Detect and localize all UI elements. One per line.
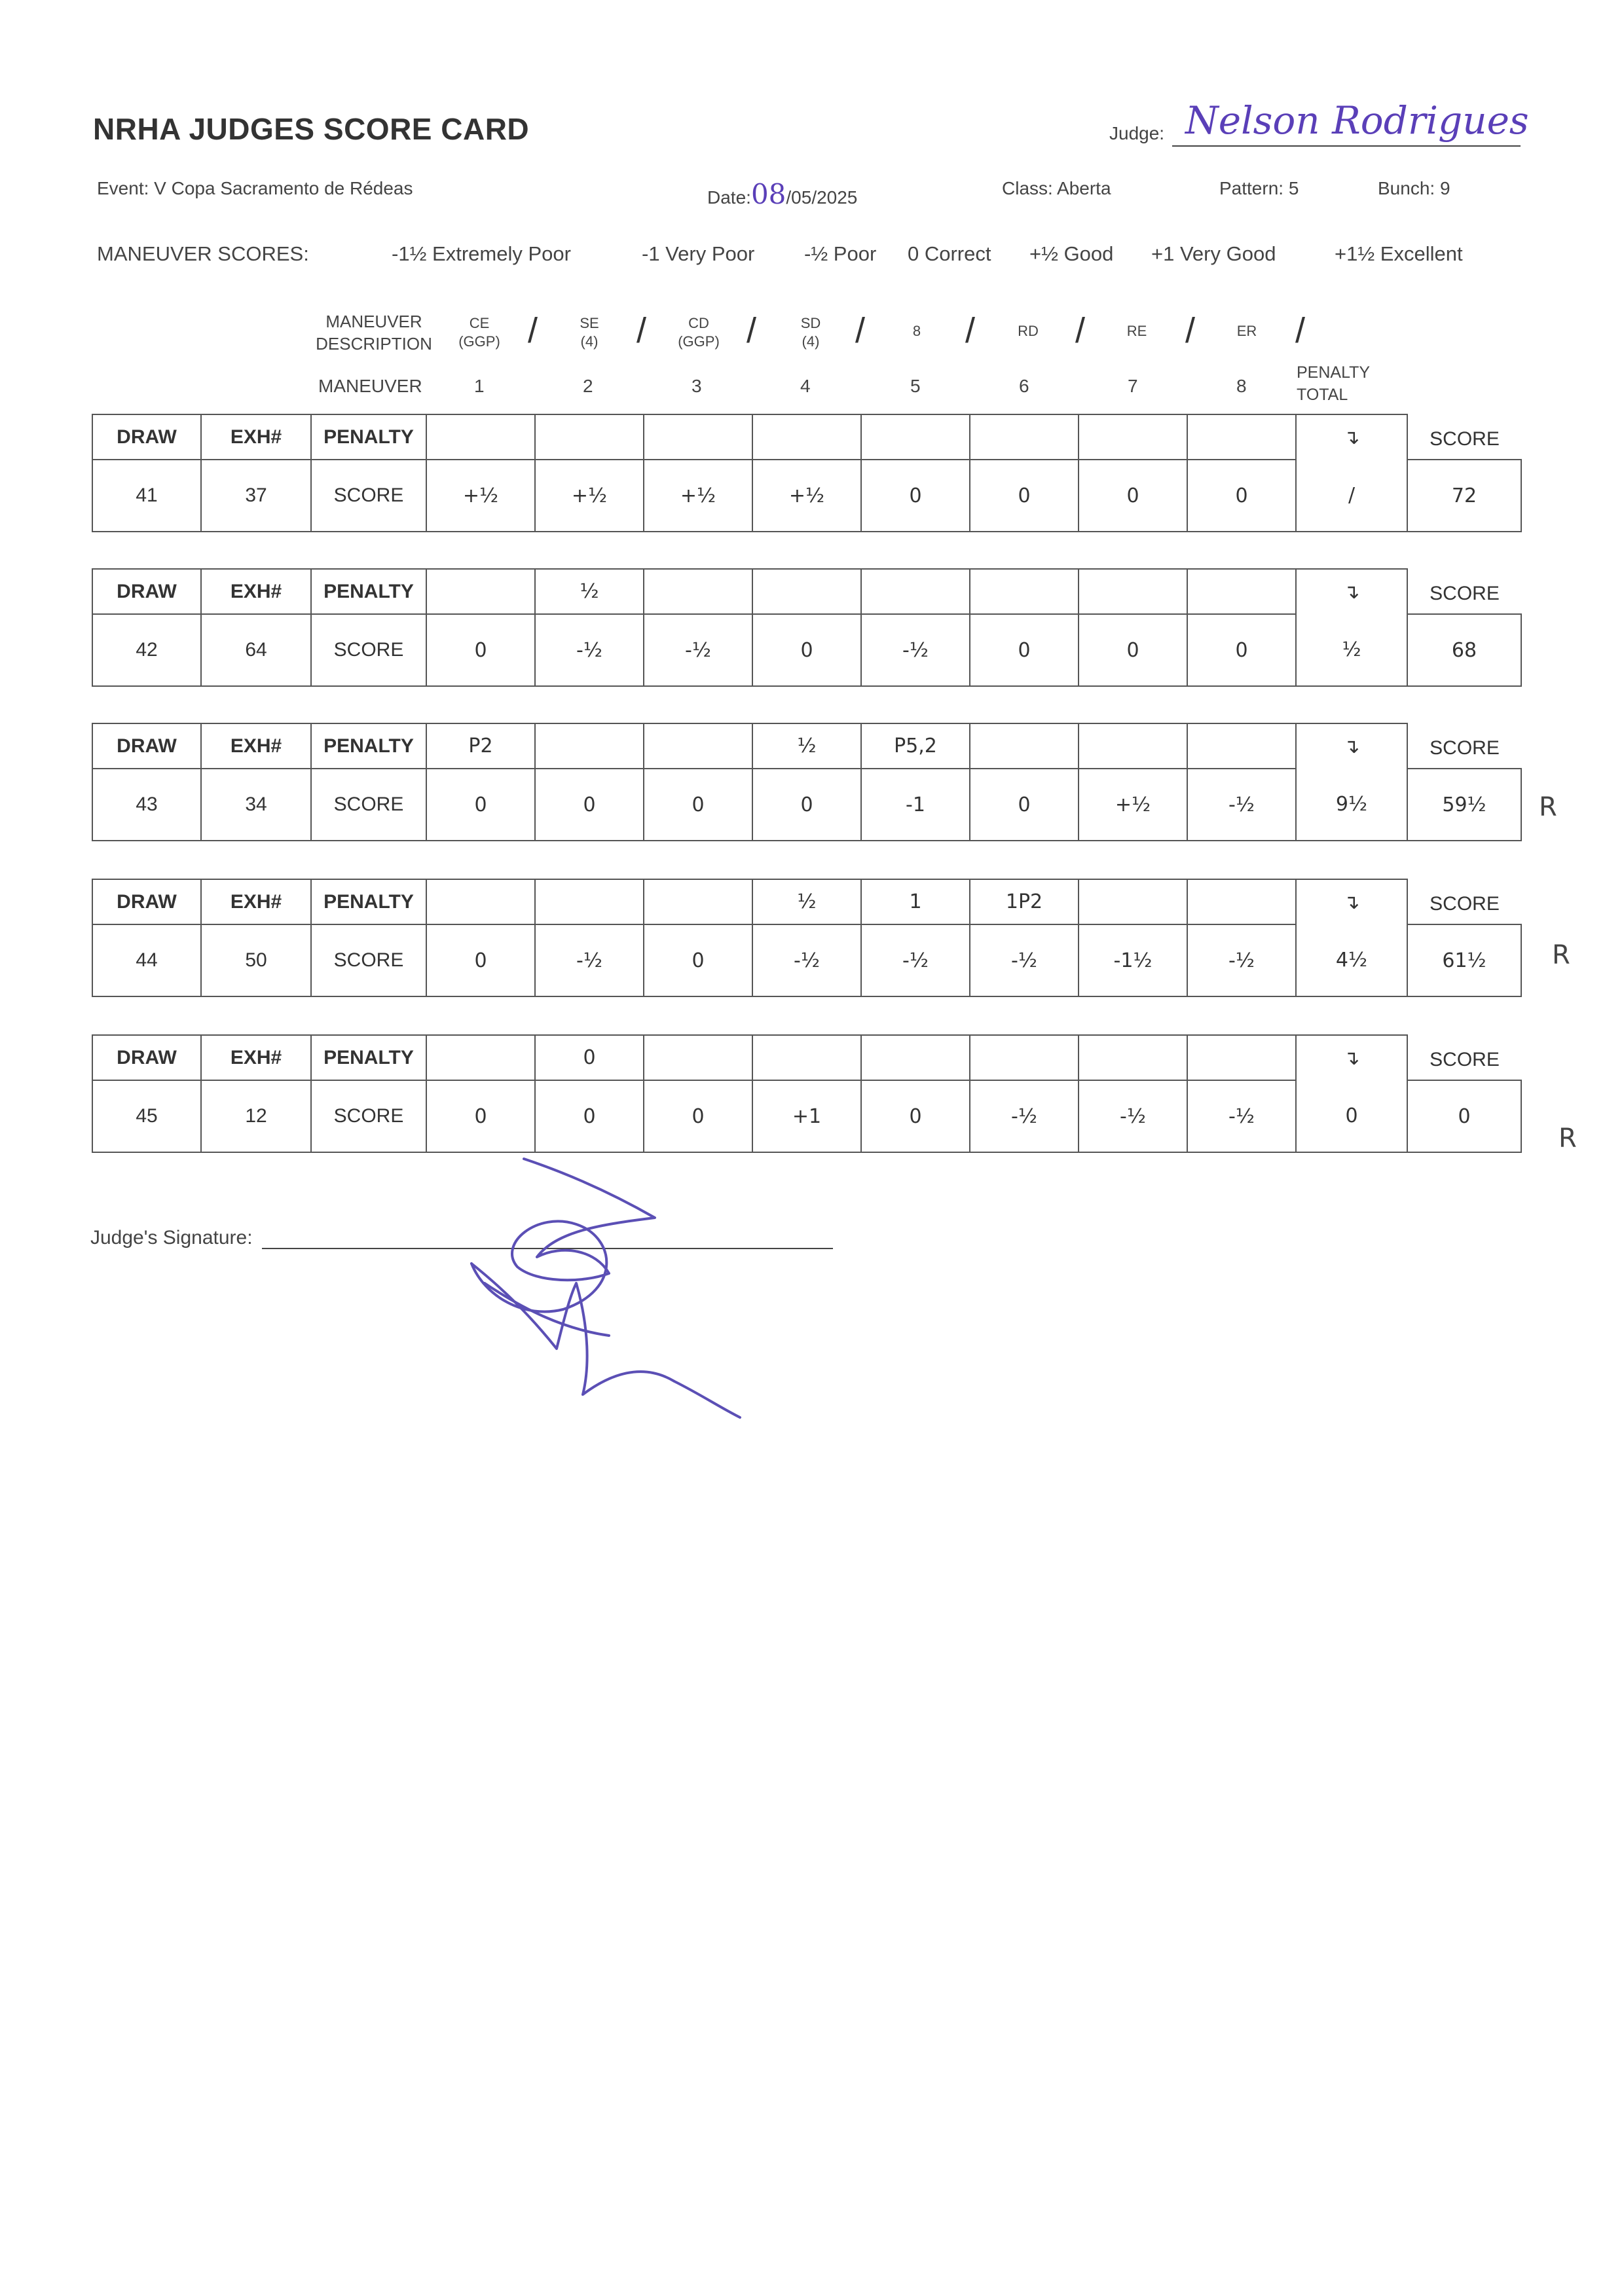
total-score-cell[interactable]: 61½: [1407, 924, 1521, 996]
penalty-cell[interactable]: [644, 414, 752, 460]
penalty-header: PENALTY: [311, 1035, 426, 1080]
maneuver-score-cell[interactable]: -½: [861, 924, 970, 996]
code: SE: [580, 315, 599, 331]
divider-slash: /: [855, 311, 866, 350]
maneuver-code-8: ER: [1236, 323, 1257, 339]
maneuver-score-cell[interactable]: -½: [535, 924, 644, 996]
maneuver-description-label: [310, 310, 437, 355]
penalty-cell[interactable]: [644, 879, 752, 924]
maneuver-code-6: RD: [1018, 323, 1039, 339]
penalty-cell[interactable]: P5,2: [861, 723, 970, 769]
penalty-header: PENALTY: [311, 879, 426, 924]
maneuver-score-cell[interactable]: 0: [535, 769, 644, 841]
maneuver-num-8: 8: [1236, 376, 1247, 396]
arrow-icon: ↴: [1296, 723, 1407, 769]
penalty-cell[interactable]: [861, 569, 970, 614]
penalty-total-cell[interactable]: ½: [1296, 614, 1407, 686]
maneuver-score-cell[interactable]: 0: [970, 769, 1079, 841]
legend-poor: -½ Poor: [804, 242, 877, 265]
desc-label-line1: MANEUVER: [325, 312, 422, 331]
maneuver-score-cell[interactable]: +½: [426, 460, 535, 532]
arrow-icon: ↴: [1296, 879, 1407, 924]
maneuver-score-cell[interactable]: -½: [1187, 1080, 1296, 1152]
maneuver-code-4: [784, 314, 837, 351]
score-block-5: [92, 1034, 1522, 1153]
penalty-cell[interactable]: [970, 1035, 1079, 1080]
draw-header: DRAW: [92, 723, 201, 769]
score-label: SCORE: [311, 614, 426, 686]
penalty-total-line1: PENALTY: [1297, 363, 1371, 382]
page-title: NRHA JUDGES SCORE CARD: [93, 112, 530, 146]
maneuver-num-2: 2: [583, 376, 593, 396]
maneuver-score-cell[interactable]: 0: [1187, 614, 1296, 686]
maneuver-code-3: [669, 314, 728, 351]
divider-slash: /: [1295, 311, 1306, 350]
maneuver-score-cell[interactable]: 0: [1079, 614, 1187, 686]
maneuver-score-cell[interactable]: 0: [426, 769, 535, 841]
divider-slash: /: [528, 311, 538, 350]
draw-number: 41: [92, 460, 201, 532]
penalty-cell[interactable]: ½: [535, 569, 644, 614]
maneuver-code-2: [563, 314, 616, 351]
penalty-cell[interactable]: [1187, 414, 1296, 460]
maneuver-score-cell[interactable]: -½: [970, 924, 1079, 996]
judge-line: [1172, 145, 1521, 147]
maneuver-score-cell[interactable]: -1: [861, 769, 970, 841]
total-score-cell[interactable]: 72: [1407, 460, 1521, 532]
maneuver-score-cell[interactable]: -½: [1187, 924, 1296, 996]
date-field: [707, 178, 857, 210]
divider-slash: /: [747, 311, 757, 350]
penalty-cell[interactable]: [1187, 723, 1296, 769]
maneuver-score-cell[interactable]: -½: [970, 1080, 1079, 1152]
penalty-cell[interactable]: P2: [426, 723, 535, 769]
exh-number: 34: [201, 769, 311, 841]
legend-very-poor: -1 Very Poor: [642, 242, 755, 265]
maneuver-score-cell[interactable]: -1½: [1079, 924, 1187, 996]
maneuver-score-cell[interactable]: -½: [1187, 769, 1296, 841]
code-sub: (GGP): [458, 333, 500, 350]
row-mark: R: [1552, 940, 1570, 970]
divider-slash: /: [1075, 311, 1086, 350]
penalty-cell[interactable]: [861, 414, 970, 460]
penalty-total-cell[interactable]: /: [1296, 460, 1407, 532]
maneuver-score-cell[interactable]: -½: [644, 614, 752, 686]
score-block-4: [92, 879, 1522, 997]
legend-very-good: +1 Very Good: [1151, 242, 1276, 265]
maneuver-score-cell[interactable]: 0: [535, 1080, 644, 1152]
draw-header: DRAW: [92, 1035, 201, 1080]
arrow-icon: ↴: [1296, 569, 1407, 614]
score-label: SCORE: [311, 1080, 426, 1152]
draw-header: DRAW: [92, 879, 201, 924]
penalty-cell[interactable]: [426, 569, 535, 614]
maneuver-score-cell[interactable]: 0: [861, 460, 970, 532]
score-label: SCORE: [311, 924, 426, 996]
draw-number: 43: [92, 769, 201, 841]
penalty-cell[interactable]: [1187, 879, 1296, 924]
penalty-cell[interactable]: [1079, 1035, 1187, 1080]
code: CD: [688, 315, 709, 331]
penalty-cell[interactable]: [1079, 414, 1187, 460]
maneuver-num-4: 4: [800, 376, 811, 396]
class-field: Class: Aberta: [1002, 178, 1111, 198]
signature-scribble: [458, 1152, 773, 1427]
exh-number: 50: [201, 924, 311, 996]
maneuver-score-cell[interactable]: 0: [861, 1080, 970, 1152]
penalty-total-cell[interactable]: 0: [1296, 1080, 1407, 1152]
total-score-cell[interactable]: 0: [1407, 1080, 1521, 1152]
maneuver-score-cell[interactable]: 0: [644, 924, 752, 996]
maneuver-score-cell[interactable]: +½: [644, 460, 752, 532]
draw-number: 45: [92, 1080, 201, 1152]
draw-header: DRAW: [92, 414, 201, 460]
code-sub: (4): [580, 333, 599, 350]
penalty-cell[interactable]: [752, 1035, 861, 1080]
penalty-cell[interactable]: [426, 414, 535, 460]
penalty-cell[interactable]: [426, 1035, 535, 1080]
penalty-header: PENALTY: [311, 723, 426, 769]
penalty-cell[interactable]: [1079, 879, 1187, 924]
score-header: SCORE: [1407, 879, 1521, 924]
penalty-cell[interactable]: [1187, 1035, 1296, 1080]
maneuver-score-cell[interactable]: 0: [426, 614, 535, 686]
penalty-cell[interactable]: [535, 723, 644, 769]
score-block-2: [92, 568, 1522, 687]
maneuver-num-3: 3: [692, 376, 702, 396]
code-sub: (GGP): [678, 333, 720, 350]
score-header: SCORE: [1407, 723, 1521, 769]
divider-slash: /: [965, 311, 976, 350]
draw-number: 42: [92, 614, 201, 686]
maneuver-num-1: 1: [474, 376, 485, 396]
total-score-cell[interactable]: 68: [1407, 614, 1521, 686]
maneuver-score-cell[interactable]: -½: [861, 614, 970, 686]
legend-correct: 0 Correct: [908, 242, 991, 265]
maneuver-code-7: RE: [1126, 323, 1147, 339]
maneuver-score-cell[interactable]: 0: [1187, 460, 1296, 532]
maneuver-num-7: 7: [1128, 376, 1138, 396]
code: SD: [800, 315, 821, 331]
maneuver-score-cell[interactable]: +½: [1079, 769, 1187, 841]
event-name: Event: V Copa Sacramento de Rédeas: [97, 178, 413, 198]
penalty-cell[interactable]: [970, 723, 1079, 769]
score-header: SCORE: [1407, 1035, 1521, 1080]
bunch-field: Bunch: 9: [1378, 178, 1450, 198]
penalty-cell[interactable]: 1P2: [970, 879, 1079, 924]
score-header: SCORE: [1407, 414, 1521, 460]
maneuver-score-cell[interactable]: 0: [426, 1080, 535, 1152]
arrow-icon: ↴: [1296, 1035, 1407, 1080]
penalty-cell[interactable]: [426, 879, 535, 924]
judge-label: Judge:: [1109, 123, 1165, 143]
signature-label: Judge's Signature:: [90, 1227, 253, 1248]
maneuver-score-cell[interactable]: 0: [644, 769, 752, 841]
penalty-cell[interactable]: [535, 414, 644, 460]
divider-slash: /: [637, 311, 647, 350]
maneuver-score-cell[interactable]: 0: [970, 614, 1079, 686]
exh-header: EXH#: [201, 569, 311, 614]
score-label: SCORE: [311, 769, 426, 841]
maneuver-number-label: MANEUVER: [318, 376, 422, 396]
exh-number: 64: [201, 614, 311, 686]
maneuver-score-cell[interactable]: -½: [535, 614, 644, 686]
penalty-cell[interactable]: 1: [861, 879, 970, 924]
penalty-cell[interactable]: [970, 569, 1079, 614]
maneuver-score-cell[interactable]: -½: [752, 924, 861, 996]
total-score-cell[interactable]: 59½: [1407, 769, 1521, 841]
penalty-cell[interactable]: 0: [535, 1035, 644, 1080]
penalty-total-label: [1297, 361, 1388, 406]
arrow-icon: ↴: [1296, 414, 1407, 460]
row-mark: R: [1559, 1123, 1577, 1154]
legend-good: +½ Good: [1029, 242, 1114, 265]
penalty-cell[interactable]: [1079, 723, 1187, 769]
maneuver-score-cell[interactable]: 0: [970, 460, 1079, 532]
penalty-cell[interactable]: [644, 569, 752, 614]
score-header: SCORE: [1407, 569, 1521, 614]
maneuver-score-cell[interactable]: -½: [1079, 1080, 1187, 1152]
maneuver-score-cell[interactable]: 0: [1079, 460, 1187, 532]
penalty-cell[interactable]: [1079, 569, 1187, 614]
penalty-cell[interactable]: [752, 414, 861, 460]
exh-header: EXH#: [201, 723, 311, 769]
maneuver-code-1: [453, 314, 506, 351]
maneuver-code-5: 8: [912, 323, 921, 339]
maneuver-scores-label: MANEUVER SCORES:: [97, 242, 309, 265]
score-block-3: [92, 723, 1522, 841]
penalty-cell[interactable]: [861, 1035, 970, 1080]
maneuver-num-6: 6: [1019, 376, 1029, 396]
date-label: Date:: [707, 187, 751, 208]
maneuver-score-cell[interactable]: 0: [644, 1080, 752, 1152]
exh-header: EXH#: [201, 879, 311, 924]
score-label: SCORE: [311, 460, 426, 532]
penalty-cell[interactable]: [970, 414, 1079, 460]
exh-header: EXH#: [201, 1035, 311, 1080]
legend-excellent: +1½ Excellent: [1335, 242, 1463, 265]
exh-number: 12: [201, 1080, 311, 1152]
draw-header: DRAW: [92, 569, 201, 614]
penalty-cell[interactable]: ½: [752, 879, 861, 924]
penalty-cell[interactable]: [752, 569, 861, 614]
legend-extremely-poor: -1½ Extremely Poor: [392, 242, 571, 265]
penalty-total-cell[interactable]: 9½: [1296, 769, 1407, 841]
penalty-cell[interactable]: [644, 1035, 752, 1080]
date-rest: /05/2025: [786, 187, 858, 208]
date-day: 08: [750, 178, 786, 210]
maneuver-score-cell[interactable]: 0: [752, 614, 861, 686]
penalty-total-line2: TOTAL: [1297, 386, 1348, 404]
score-block-1: [92, 414, 1522, 532]
code: CE: [469, 315, 490, 331]
maneuver-score-cell[interactable]: +1: [752, 1080, 861, 1152]
pattern-field: Pattern: 5: [1219, 178, 1299, 198]
penalty-header: PENALTY: [311, 569, 426, 614]
maneuver-score-cell[interactable]: 0: [752, 769, 861, 841]
desc-label-line2: DESCRIPTION: [316, 334, 432, 354]
penalty-header: PENALTY: [311, 414, 426, 460]
penalty-total-cell[interactable]: 4½: [1296, 924, 1407, 996]
row-mark: R: [1539, 792, 1557, 822]
penalty-cell[interactable]: [1187, 569, 1296, 614]
exh-number: 37: [201, 460, 311, 532]
divider-slash: /: [1185, 311, 1196, 350]
maneuver-score-cell[interactable]: +½: [535, 460, 644, 532]
judge-name: Nelson Rodrigues: [1185, 98, 1529, 143]
penalty-cell[interactable]: ½: [752, 723, 861, 769]
maneuver-score-cell[interactable]: 0: [426, 924, 535, 996]
code-sub: (4): [802, 333, 820, 350]
draw-number: 44: [92, 924, 201, 996]
maneuver-score-cell[interactable]: +½: [752, 460, 861, 532]
penalty-cell[interactable]: [644, 723, 752, 769]
exh-header: EXH#: [201, 414, 311, 460]
penalty-cell[interactable]: [535, 879, 644, 924]
maneuver-num-5: 5: [910, 376, 921, 396]
